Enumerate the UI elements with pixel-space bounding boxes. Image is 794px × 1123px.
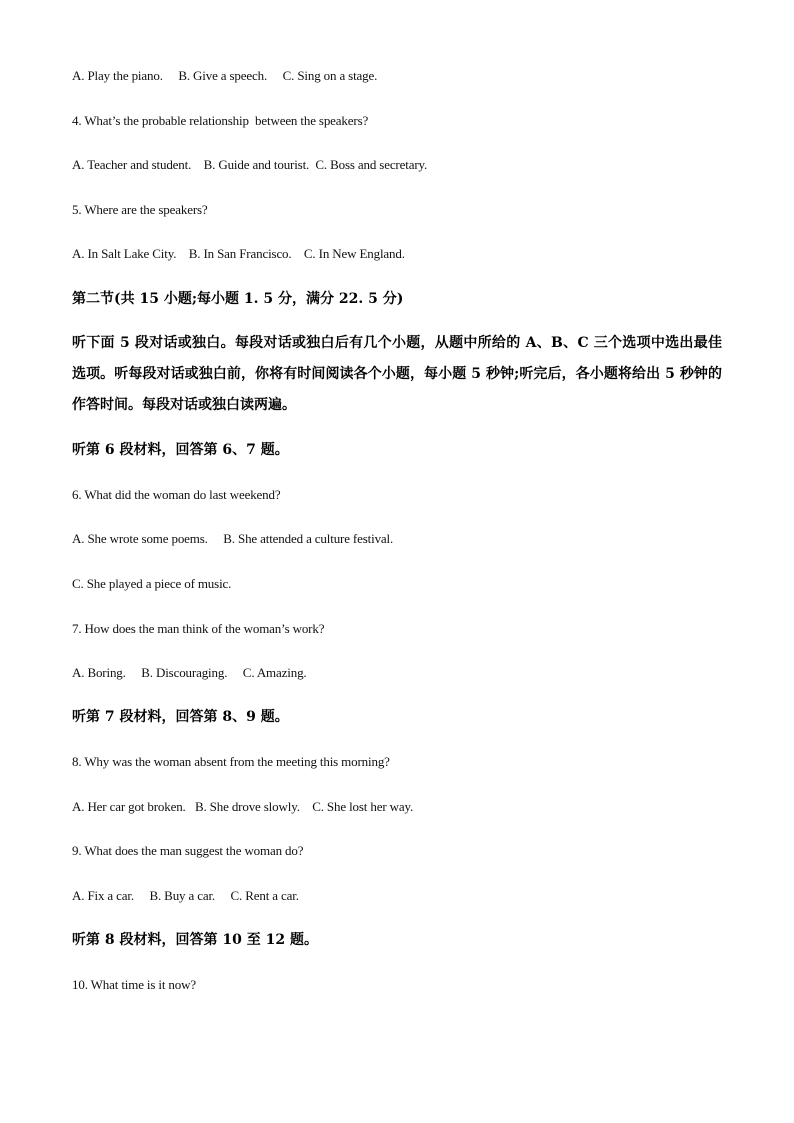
q5-options: A. In Salt Lake City. B. In San Francisco. C. In New England.	[72, 246, 405, 261]
q6-option-c: C. She played a piece of music.	[72, 576, 232, 591]
q9-question: 9. What does the man suggest the woman do?	[72, 843, 304, 858]
q9-options: A. Fix a car. B. Buy a car. C. Rent a car.	[72, 888, 299, 903]
material-6-heading: 听第 6 段材料，回答第 6、7 题。	[72, 442, 289, 458]
q6-question: 6. What did the woman do last weekend?	[72, 487, 281, 502]
q4-options: A. Teacher and student. B. Guide and tourist. C. Boss and secretary.	[72, 157, 428, 172]
section-instructions: 听下面 5 段对话或独白。每段对话或独白后有几个小题，从题中所给的 A、B、C 三个选项中选出最佳选项。听每段对话或独白前，你将有时间阅读各个小题，每小题 5 秒钟;听完后，各小题将给出 5 秒钟的作答时间。每段对话或独白读两遍。	[72, 335, 722, 413]
q7-options: A. Boring. B. Discouraging. C. Amazing.	[72, 665, 307, 680]
q8-options: A. Her car got broken. B. She drove slowly. C. She lost her way.	[72, 799, 414, 814]
q3-options: A. Play the piano. B. Give a speech. C. Sing on a stage.	[72, 68, 378, 83]
q4-question: 4. What’s the probable relationship between the speakers?	[72, 113, 369, 128]
material-7-heading: 听第 7 段材料，回答第 8、9 题。	[72, 709, 289, 725]
q6-options-ab: A. She wrote some poems. B. She attended a culture festival.	[72, 531, 394, 546]
q10-question: 10. What time is it now?	[72, 977, 196, 992]
q7-question: 7. How does the man think of the woman’s work?	[72, 621, 325, 636]
material-8-heading: 听第 8 段材料，回答第 10 至 12 题。	[72, 932, 318, 948]
q8-question: 8. Why was the woman absent from the meeting this morning?	[72, 754, 390, 769]
q5-question: 5. Where are the speakers?	[72, 202, 208, 217]
section-heading: 第二节(共 15 小题;每小题 1. 5 分，满分 22. 5 分)	[72, 291, 404, 307]
